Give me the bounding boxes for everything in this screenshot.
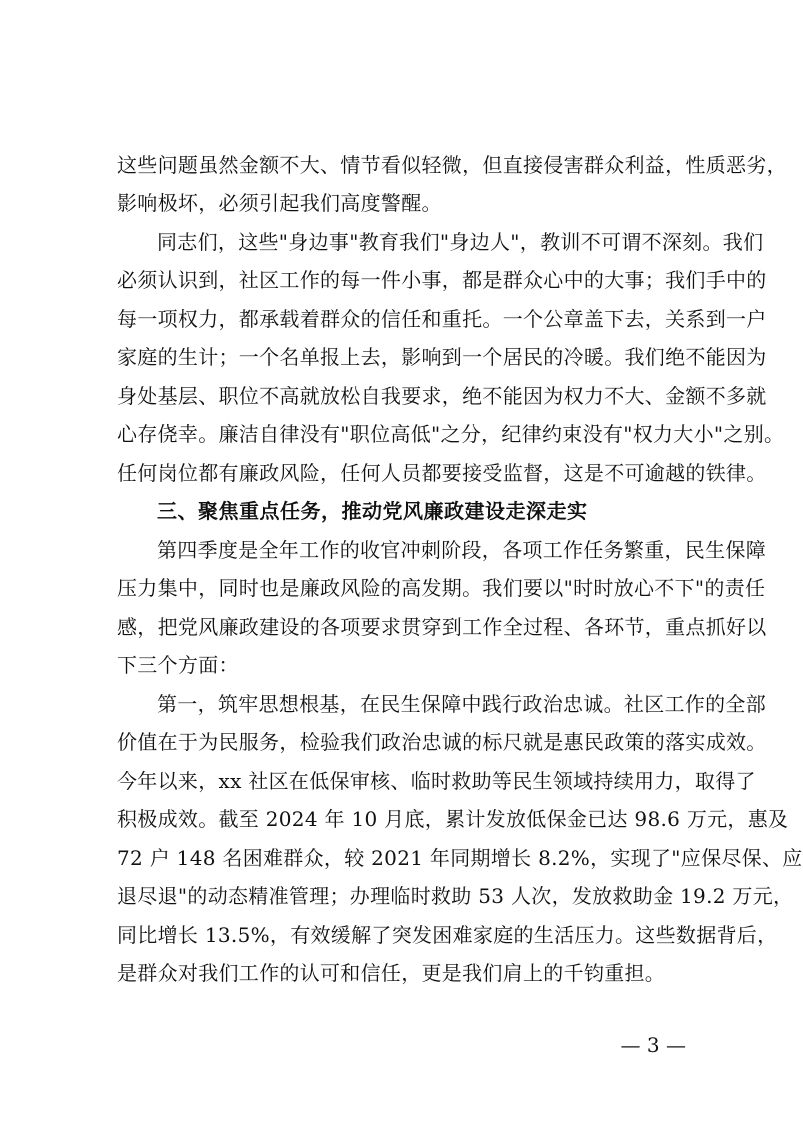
text-line: 心存侥幸。廉洁自律没有"职位高低"之分，纪律约束没有"权力大小"之别。 (117, 422, 785, 446)
section-heading: 三、聚焦重点任务，推动党风廉政建设走深走实 (157, 499, 588, 523)
text-line: 感，把党风廉政建设的各项要求贯穿到工作全过程、各环节，重点抓好以 (117, 615, 767, 639)
text-line: 积极成效。截至 2024 年 10 月底，累计发放低保金已达 98.6 万元，惠及 (117, 807, 789, 831)
text-line: 同比增长 13.5%，有效缓解了突发困难家庭的生活压力。这些数据背后， (117, 923, 778, 947)
text-line: 72 户 148 名困难群众，较 2021 年同期增长 8.2%，实现了"应保尽保、应 (117, 846, 803, 870)
text-line: 今年以来，xx 社区在低保审核、临时救助等民生领域持续用力，取得了 (117, 769, 756, 793)
text-line: 任何岗位都有廉政风险，任何人员都要接受监督，这是不可逾越的铁律。 (117, 461, 767, 485)
text-line: 是群众对我们工作的认可和信任，更是我们肩上的千钧重担。 (117, 961, 666, 985)
text-line: 每一项权力，都承载着群众的信任和重托。一个公章盖下去，关系到一户 (117, 307, 767, 331)
text-line: 退尽退"的动态精准管理；办理临时救助 53 人次，发放救助金 19.2 万元， (117, 884, 794, 908)
text-line: 这些问题虽然金额不大、情节看似轻微，但直接侵害群众利益，性质恶劣， (117, 153, 787, 177)
text-line: 下三个方面： (117, 653, 239, 677)
text-line: 同志们，这些"身边事"教育我们"身边人"，教训不可谓不深刻。我们 (157, 230, 764, 254)
text-line: 压力集中，同时也是廉政风险的高发期。我们要以"时时放心不下"的责任 (117, 576, 766, 600)
text-line: 影响极坏，必须引起我们高度警醒。 (117, 191, 442, 215)
text-line: 身处基层、职位不高就放松自我要求，绝不能因为权力不大、金额不多就 (117, 384, 767, 408)
text-line: 家庭的生计；一个名单报上去，影响到一个居民的冷暖。我们绝不能因为 (117, 345, 767, 369)
text-line: 第一，筑牢思想根基，在民生保障中践行政治忠诚。社区工作的全部 (157, 692, 766, 716)
text-line: 必须认识到，社区工作的每一件小事，都是群众心中的大事；我们手中的 (117, 268, 767, 292)
page-number: — 3 — (620, 1033, 686, 1057)
text-line: 第四季度是全年工作的收官冲刺阶段，各项工作任务繁重，民生保障 (157, 538, 766, 562)
text-line: 价值在于为民服务，检验我们政治忠诚的标尺就是惠民政策的落实成效。 (117, 730, 767, 754)
